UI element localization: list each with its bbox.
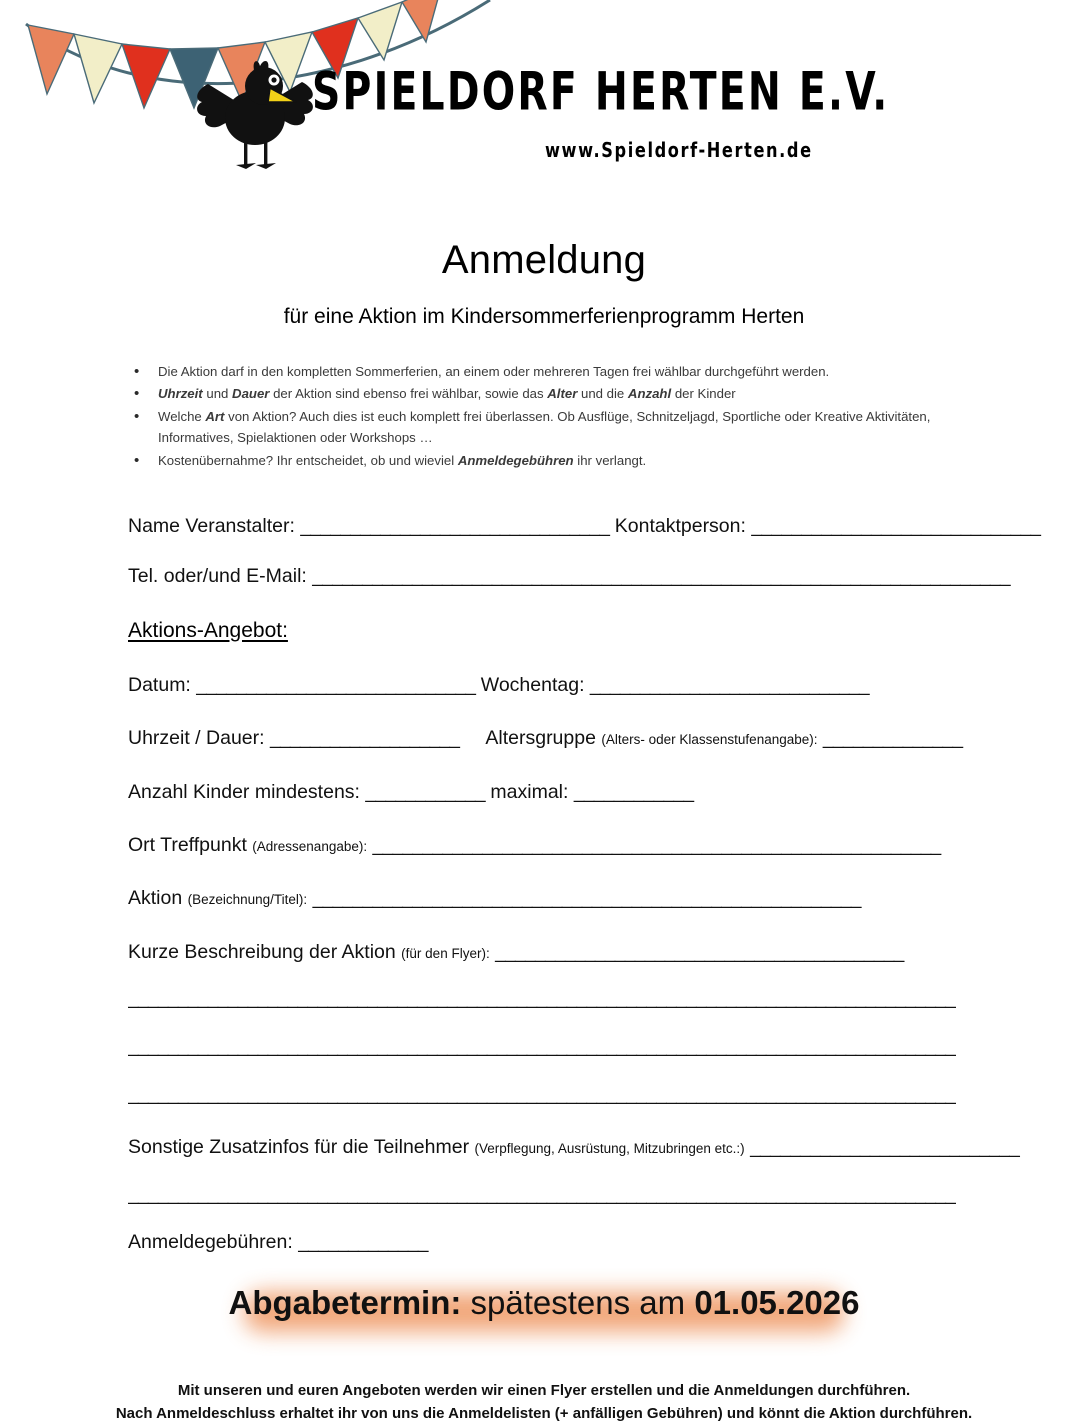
info-bullet-item <box>132 361 1088 382</box>
page-title: Anmeldung <box>441 238 647 282</box>
label-wochentag: Wochentag: <box>480 673 585 696</box>
footer-line-2: Nach Anmeldeschluss erhaltet ihr von uns die Anmeldelisten (+ anfälligen Gebühren) und könnt die Aktion durchführen. <box>115 1405 973 1423</box>
input-beschreibung-line-3[interactable]: ___________________________________________________________________________________ <box>128 1036 956 1058</box>
field-row-tel-email <box>128 565 1088 588</box>
info-bullet-item <box>132 406 1088 449</box>
input-zusatzinfos-line-1[interactable]: ___________________________ <box>750 1137 1020 1159</box>
input-anmeldegebuehren[interactable]: _____________ <box>298 1231 428 1253</box>
bullet-text: und die <box>577 386 628 402</box>
bullet-text: von Aktion? Auch dies ist euch komplett frei überlassen. Ob Ausflüge, Schnitzeljagd, Sportliche oder Kreative Aktivitäten, Informatives, Spielaktionen oder Workshops … <box>158 408 931 446</box>
bullet-text: ihr verlangt. <box>573 452 647 468</box>
note-ort-treffpunkt: (Adressenangabe): <box>252 839 368 854</box>
bullet-text: und <box>202 386 233 402</box>
bullet-emphasis: Uhrzeit <box>158 386 203 402</box>
beschreibung-line-3-wrap <box>128 1036 1088 1058</box>
document-header <box>0 0 1088 190</box>
label-zusatzinfos: Sonstige Zusatzinfos für die Teilnehmer <box>128 1136 470 1159</box>
input-tel-email[interactable]: ______________________________________________________________________ <box>312 566 1010 588</box>
crow-bird-icon <box>192 56 318 174</box>
input-uhrzeit-dauer[interactable]: ___________________ <box>269 728 460 750</box>
input-kontaktperson[interactable]: _____________________________ <box>751 515 1041 537</box>
input-ort-treffpunkt[interactable]: _________________________________________________________ <box>372 835 941 856</box>
input-altersgruppe[interactable]: ______________ <box>822 728 963 750</box>
label-anmeldegebuehren: Anmeldegebühren: <box>128 1230 293 1253</box>
label-maximal: maximal: <box>490 780 569 803</box>
label-beschreibung: Kurze Beschreibung der Aktion <box>128 940 396 963</box>
field-row-anmeldegebuehren <box>128 1231 1088 1254</box>
beschreibung-line-2-wrap <box>128 988 1088 1010</box>
label-kontaktperson: Kontaktperson: <box>614 514 746 537</box>
label-altersgruppe: Altersgruppe <box>485 727 596 750</box>
input-beschreibung-line-4[interactable]: ___________________________________________________________________________________ <box>128 1084 956 1106</box>
bullet-text: der Kinder <box>671 386 736 402</box>
field-row-zusatzinfos <box>128 1136 1088 1159</box>
input-wochentag[interactable]: ____________________________ <box>589 674 869 696</box>
info-bullet-item <box>132 383 1088 404</box>
info-bullet-item <box>132 450 1088 471</box>
footer-note <box>0 1379 1088 1426</box>
input-zusatzinfos-line-2[interactable]: ___________________________________________________________________________________ <box>128 1183 956 1205</box>
label-uhrzeit-dauer: Uhrzeit / Dauer: <box>128 727 265 750</box>
field-row-name-veranstalter <box>128 515 1088 538</box>
deadline-prefix: Abgabetermin: <box>228 1284 462 1322</box>
deadline-banner <box>0 1284 1088 1344</box>
note-zusatzinfos: (Verpflegung, Ausrüstung, Mitzubringen etc.:) <box>474 1141 745 1157</box>
bullet-text: Die Aktion darf in den kompletten Sommerferien, an einem oder mehreren Tagen frei wählbar durchgeführt werden. <box>158 364 830 380</box>
page-subtitle: für eine Aktion im Kindersommerferienprogramm Herten <box>283 305 805 328</box>
label-aktion: Aktion <box>128 887 183 910</box>
input-name-veranstalter[interactable]: _______________________________ <box>300 515 610 537</box>
label-ort-treffpunkt: Ort Treffpunkt <box>128 834 247 856</box>
note-aktion: (Bezeichnung/Titel): <box>187 892 308 908</box>
bullet-text: Welche <box>158 408 206 424</box>
deadline-text <box>0 1284 1088 1322</box>
input-beschreibung-line-2[interactable]: ___________________________________________________________________________________ <box>128 988 956 1010</box>
field-row-anzahl-kinder <box>128 781 1088 804</box>
input-anzahl-min[interactable]: ____________ <box>365 781 485 803</box>
deadline-middle: spätestens am <box>470 1284 686 1322</box>
section-heading-aktions-angebot: Aktions-Angebot: <box>128 618 288 642</box>
bullet-emphasis: Anzahl <box>627 386 672 402</box>
deadline-date: 01.05.2026 <box>694 1284 860 1322</box>
field-row-beschreibung <box>128 941 1088 964</box>
label-name-veranstalter: Name Veranstalter: <box>128 514 295 537</box>
footer-line-1: Mit unseren und euren Angeboten werden wir einen Flyer erstellen und die Anmeldungen durchführen. <box>177 1382 911 1400</box>
bullet-emphasis: Alter <box>547 386 578 402</box>
label-datum: Datum: <box>128 673 191 696</box>
organization-name: SPIELDORF HERTEN E.V. <box>312 61 890 124</box>
zusatzinfos-line-2-wrap <box>128 1184 1088 1206</box>
field-row-datum-wochentag <box>128 674 1088 697</box>
label-tel-email: Tel. oder/und E-Mail: <box>128 565 307 588</box>
bullet-emphasis: Dauer <box>232 386 270 402</box>
note-beschreibung: (für den Flyer): <box>401 945 490 961</box>
organization-website: www.Spieldorf-Herten.de <box>545 139 813 163</box>
info-bullet-list <box>0 361 1088 471</box>
field-row-aktion-titel <box>128 887 1088 910</box>
bullet-emphasis: Art <box>205 408 225 424</box>
beschreibung-line-4-wrap <box>128 1084 1088 1106</box>
input-datum[interactable]: ____________________________ <box>196 674 476 696</box>
label-anzahl-kinder: Anzahl Kinder mindestens: <box>128 780 360 803</box>
field-row-uhrzeit-altersgruppe <box>128 727 1088 750</box>
bullet-text: der Aktion sind ebenso frei wählbar, sowie das <box>269 386 548 402</box>
note-altersgruppe: (Alters- oder Klassenstufenangabe): <box>601 732 818 748</box>
registration-form <box>0 515 1088 1254</box>
bullet-text: Kostenübernahme? Ihr entscheidet, ob und wieviel <box>158 452 458 468</box>
field-row-ort-treffpunkt <box>128 834 1088 857</box>
input-anzahl-max[interactable]: ____________ <box>573 781 694 803</box>
input-aktion-titel[interactable]: _______________________________________________________ <box>312 888 861 910</box>
input-beschreibung-line-1[interactable]: _________________________________________ <box>495 941 904 963</box>
bullet-emphasis: Anmeldegebühren <box>457 452 574 468</box>
